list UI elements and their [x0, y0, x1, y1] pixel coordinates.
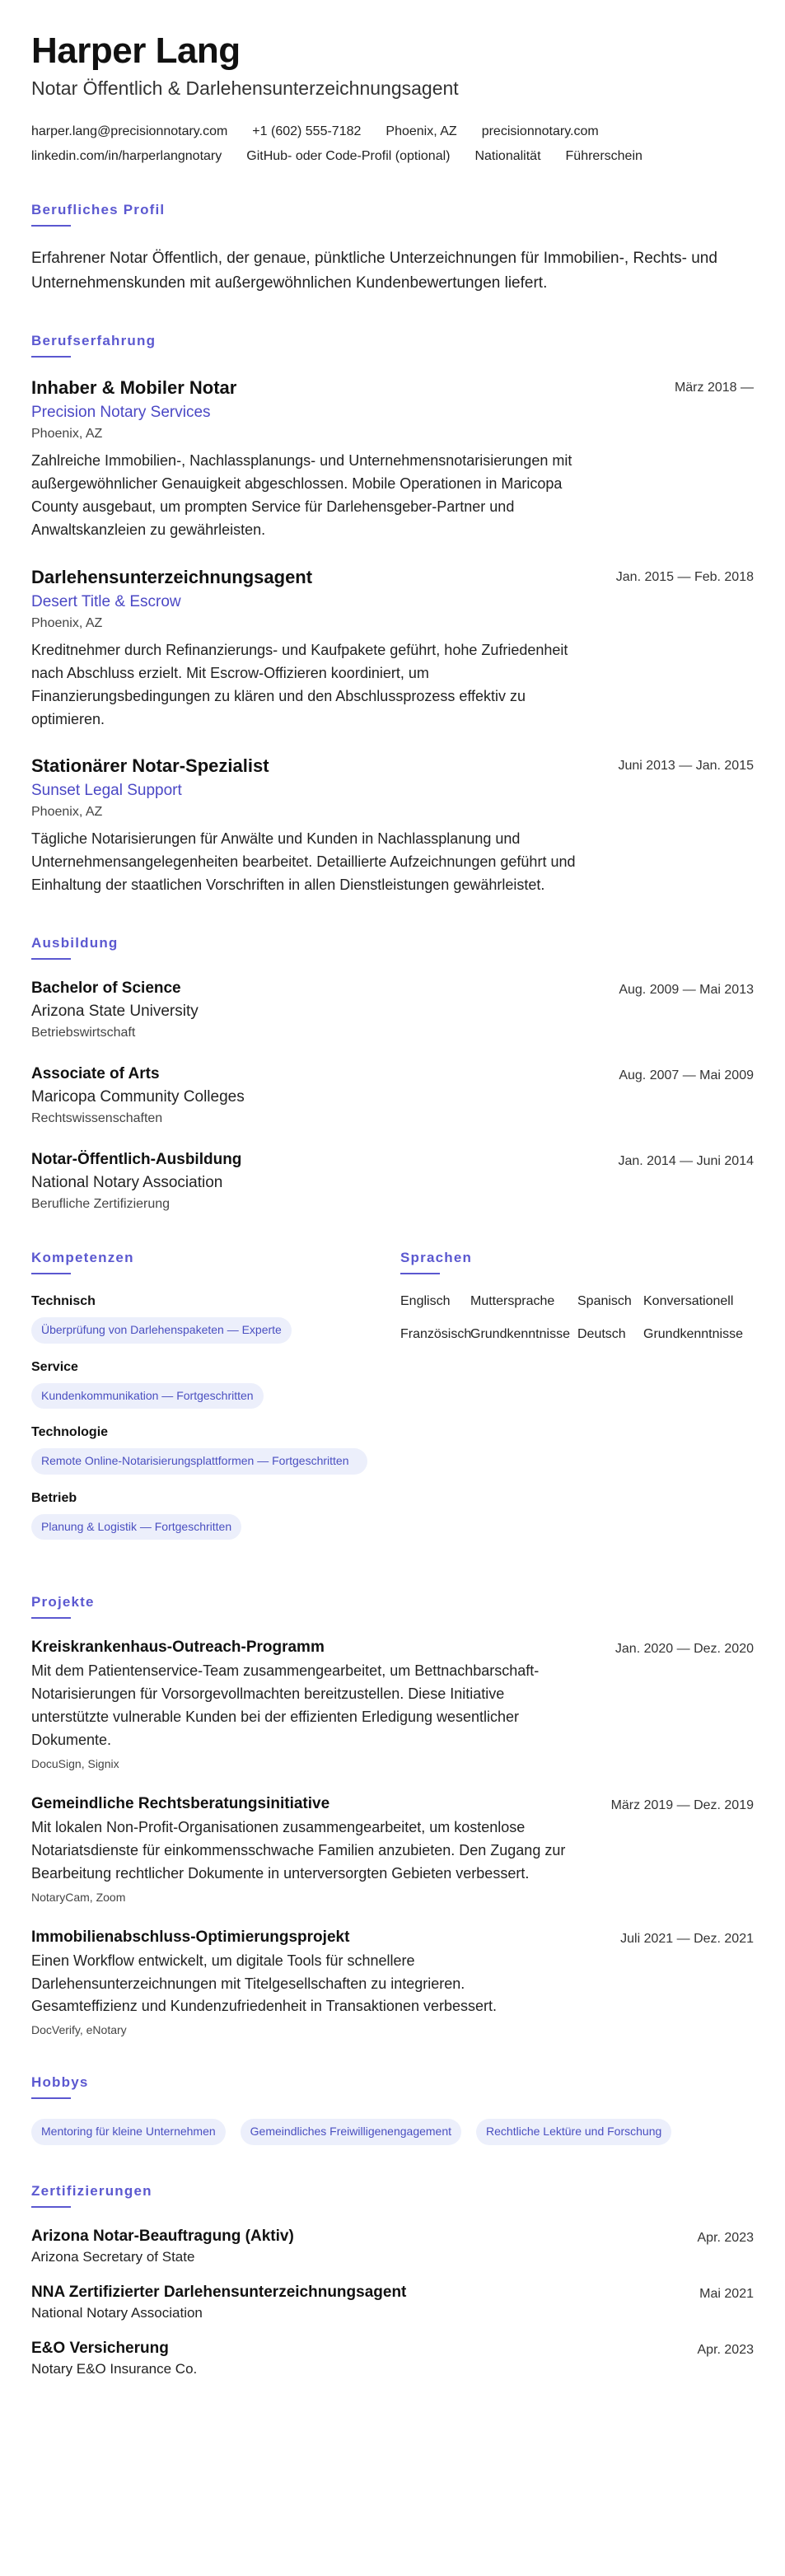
certification-date: Apr. 2023 — [697, 2230, 754, 2245]
field-of-study: Berufliche Zertifizierung — [31, 1197, 171, 1212]
skill-group — [31, 1491, 367, 1540]
section-divider — [31, 225, 71, 227]
experience-entry — [31, 377, 754, 542]
project-description: Einen Workflow entwickelt, um digitale Tools für schnellere Darlehensunterzeichnungen mit Titelgesellschaften zu integrieren. Gesamteffizienz und Kundenzufriedenheit in Transaktionen verbessert. — [31, 1952, 498, 2015]
certification-date: Apr. 2023 — [697, 2342, 754, 2357]
contact-website[interactable]: precisionnotary.com — [481, 124, 599, 139]
section-divider — [31, 356, 71, 358]
skill-category: Technologie — [31, 1425, 109, 1440]
profile-section — [31, 202, 754, 295]
section-title: Projekte — [31, 1594, 95, 1611]
language-level: Konversationell — [643, 1294, 734, 1309]
skills-section — [31, 1250, 367, 1556]
education-section — [31, 935, 754, 1212]
education-entry — [31, 979, 754, 1040]
contact-linkedin[interactable]: linkedin.com/in/harperlangnotary — [31, 149, 222, 164]
skill-pill: Planung & Logistik — Fortgeschritten — [31, 1514, 241, 1540]
education-date: Jan. 2014 — Juni 2014 — [618, 1154, 754, 1169]
language-name: Deutsch — [577, 1327, 626, 1342]
job-description: Zahlreiche Immobilien-, Nachlassplanungs- und Unternehmensnotarisierungen mit außergewöhnlicher Genauigkeit abgeschlossen. Mobile Operationen in Maricopa County ausgebaut, um prompten Service für Darlehensgeber-Partner und Anwaltskanzleien zu gewährleisten. — [31, 452, 572, 538]
language-level: Grundkenntnisse — [470, 1327, 570, 1342]
skill-pill: Kundenkommunikation — Fortgeschritten — [31, 1383, 264, 1410]
job-location: Phoenix, AZ — [31, 427, 103, 442]
project-date: Jan. 2020 — Dez. 2020 — [614, 1642, 754, 1657]
section-title: Berufliches Profil — [31, 202, 166, 218]
section-title: Ausbildung — [31, 935, 119, 951]
project-description: Mit lokalen Non-Profit-Organisationen zusammengearbeitet, um kostenlose Notariatsdienste für einkommensschwache Familien anzubieten. Den Zugang zur Bearbeitung rechtlicher Dokumente in unterversorgten Gebieten verbessert. — [31, 1819, 566, 1882]
certification-date: Mai 2021 — [699, 2286, 754, 2301]
profile-text: Erfahrener Notar Öffentlich, der genaue, pünktliche Unterzeichnungen für Immobilien-, Rechts- und Unternehmenskunden mit außergewöhnlichen Kundenbewertungen liefert. — [31, 250, 717, 292]
certification-issuer: National Notary Association — [31, 2304, 203, 2321]
institution-name: Arizona State University — [31, 1003, 199, 1021]
job-date: Jan. 2015 — Feb. 2018 — [615, 569, 754, 584]
experience-entry — [31, 567, 754, 732]
degree-title: Associate of Arts — [31, 1065, 160, 1083]
project-tools: NotaryCam, Zoom — [31, 1890, 126, 1904]
contact-location: Phoenix, AZ — [385, 124, 457, 139]
skill-category: Betrieb — [31, 1490, 77, 1505]
job-title: Darlehensunterzeichnungsagent — [31, 566, 313, 587]
section-title: Sprachen — [400, 1250, 473, 1266]
certification-issuer: Notary E&O Insurance Co. — [31, 2360, 198, 2377]
section-divider — [31, 1273, 71, 1274]
languages-section — [400, 1250, 759, 1556]
contact-row-secondary — [31, 149, 754, 164]
project-entry — [31, 1639, 754, 1770]
project-entry — [31, 1795, 754, 1904]
experience-entry — [31, 755, 754, 897]
hobby-pill: Rechtliche Lektüre und Forschung — [476, 2119, 671, 2145]
certifications-section — [31, 2183, 754, 2377]
project-title: Gemeindliche Rechtsberatungsinitiative — [31, 1795, 330, 1812]
project-description: Mit dem Patientenservice-Team zusammengearbeitet, um Bettnachbarschaft-Notarisierungen für Vorsorgevollmachten bereitzustellen. Diese Initiative unterstützte vulnerable Kunden bei der effizienten Erledigung wesentlicher Dokumente. — [31, 1662, 540, 1749]
job-description: Tägliche Notarisierungen für Anwälte und Kunden in Nachlassplanung und Unternehmensangelegenheiten bearbeitet. Detaillierte Aufzeichnungen geführt und Einhaltung der staatlichen Vorschriften in allen Dienstleistungen gewährleistet. — [31, 830, 576, 894]
skill-pill: Überprüfung von Darlehenspaketen — Experte — [31, 1317, 292, 1344]
section-title: Berufserfahrung — [31, 333, 157, 349]
experience-section — [31, 333, 754, 897]
job-description: Kreditnehmer durch Refinanzierungs- und Kaufpakete geführt, hohe Zufriedenheit nach Abschluss erzielt. Mit Escrow-Offizieren koordiniert, um Finanzierungsbedingungen zu klären und den Abschlussprozess effektiv zu optimieren. — [31, 641, 568, 727]
certification-issuer: Arizona Secretary of State — [31, 2248, 195, 2265]
language-name: Englisch — [400, 1294, 451, 1309]
section-divider — [31, 1617, 71, 1619]
education-date: Aug. 2009 — Mai 2013 — [619, 983, 754, 998]
skill-group — [31, 1425, 367, 1475]
company-name: Sunset Legal Support — [31, 782, 182, 800]
languages-grid — [400, 1294, 759, 1342]
project-title: Kreiskrankenhaus-Outreach-Programm — [31, 1639, 325, 1657]
contact-github[interactable]: GitHub- oder Code-Profil (optional) — [246, 149, 451, 164]
skill-pill: Remote Online-Notarisierungsplattformen — Fortgeschritten — [31, 1448, 367, 1475]
candidate-name: Harper Lang — [31, 30, 241, 71]
job-title: Inhaber & Mobiler Notar — [31, 377, 237, 399]
hobby-pill: Mentoring für kleine Unternehmen — [31, 2119, 226, 2145]
institution-name: National Notary Association — [31, 1174, 223, 1192]
project-date: Juli 2021 — Dez. 2021 — [620, 1931, 754, 1946]
section-title: Hobbys — [31, 2074, 89, 2091]
projects-section — [31, 1594, 754, 2036]
project-tools: DocVerify, eNotary — [31, 2023, 127, 2037]
section-divider — [31, 2206, 71, 2208]
certification-name: Arizona Notar-Beauftragung (Aktiv) — [31, 2227, 294, 2245]
job-date: März 2018 — — [674, 381, 754, 395]
field-of-study: Rechtswissenschaften — [31, 1111, 163, 1126]
section-divider — [31, 2097, 71, 2099]
section-title: Zertifizierungen — [31, 2182, 152, 2199]
company-name: Desert Title & Escrow — [31, 592, 181, 610]
job-title: Stationärer Notar-Spezialist — [31, 755, 269, 777]
language-name: Spanisch — [577, 1294, 632, 1309]
degree-title: Bachelor of Science — [31, 979, 181, 998]
certification-name: E&O Versicherung — [31, 2339, 169, 2357]
contact-email[interactable]: harper.lang@precisionnotary.com — [31, 124, 228, 139]
skills-languages-row — [31, 1250, 754, 1556]
section-title: Kompetenzen — [31, 1250, 134, 1266]
section-divider — [31, 958, 71, 960]
job-location: Phoenix, AZ — [31, 805, 103, 820]
hobbies-section — [31, 2074, 754, 2145]
language-level: Grundkenntnisse — [643, 1327, 743, 1342]
skill-category: Technisch — [31, 1294, 96, 1309]
contact-phone[interactable]: +1 (602) 555-7182 — [252, 124, 362, 139]
degree-title: Notar-Öffentlich-Ausbildung — [31, 1151, 242, 1169]
education-date: Aug. 2007 — Mai 2009 — [619, 1068, 754, 1083]
project-date: März 2019 — Dez. 2019 — [610, 1798, 754, 1812]
certification-entry — [31, 2228, 754, 2265]
job-location: Phoenix, AZ — [31, 615, 103, 630]
education-entry — [31, 1151, 754, 1212]
contact-nationality: Nationalität — [474, 149, 541, 164]
job-date: Juni 2013 — Jan. 2015 — [618, 759, 754, 774]
certification-entry — [31, 2340, 754, 2377]
skill-group — [31, 1294, 367, 1344]
candidate-headline: Notar Öffentlich & Darlehensunterzeichnungsagent — [31, 77, 459, 100]
project-entry — [31, 1928, 754, 2037]
contact-row-primary — [31, 124, 754, 139]
skill-group — [31, 1360, 367, 1410]
language-level: Muttersprache — [470, 1294, 555, 1309]
company-name: Precision Notary Services — [31, 404, 211, 422]
hobby-list — [31, 2119, 754, 2145]
education-entry — [31, 1065, 754, 1126]
project-title: Immobilienabschluss-Optimierungsprojekt — [31, 1928, 350, 1946]
project-tools: DocuSign, Signix — [31, 1757, 119, 1770]
skill-category: Service — [31, 1359, 78, 1374]
contact-license: Führerschein — [565, 149, 642, 164]
certification-entry — [31, 2284, 754, 2321]
section-divider — [400, 1273, 440, 1274]
certification-name: NNA Zertifizierter Darlehensunterzeichnungsagent — [31, 2283, 407, 2301]
language-name: Französisch — [400, 1327, 472, 1342]
hobby-pill: Gemeindliches Freiwilligenengagement — [241, 2119, 461, 2145]
institution-name: Maricopa Community Colleges — [31, 1088, 245, 1106]
field-of-study: Betriebswirtschaft — [31, 1026, 136, 1040]
